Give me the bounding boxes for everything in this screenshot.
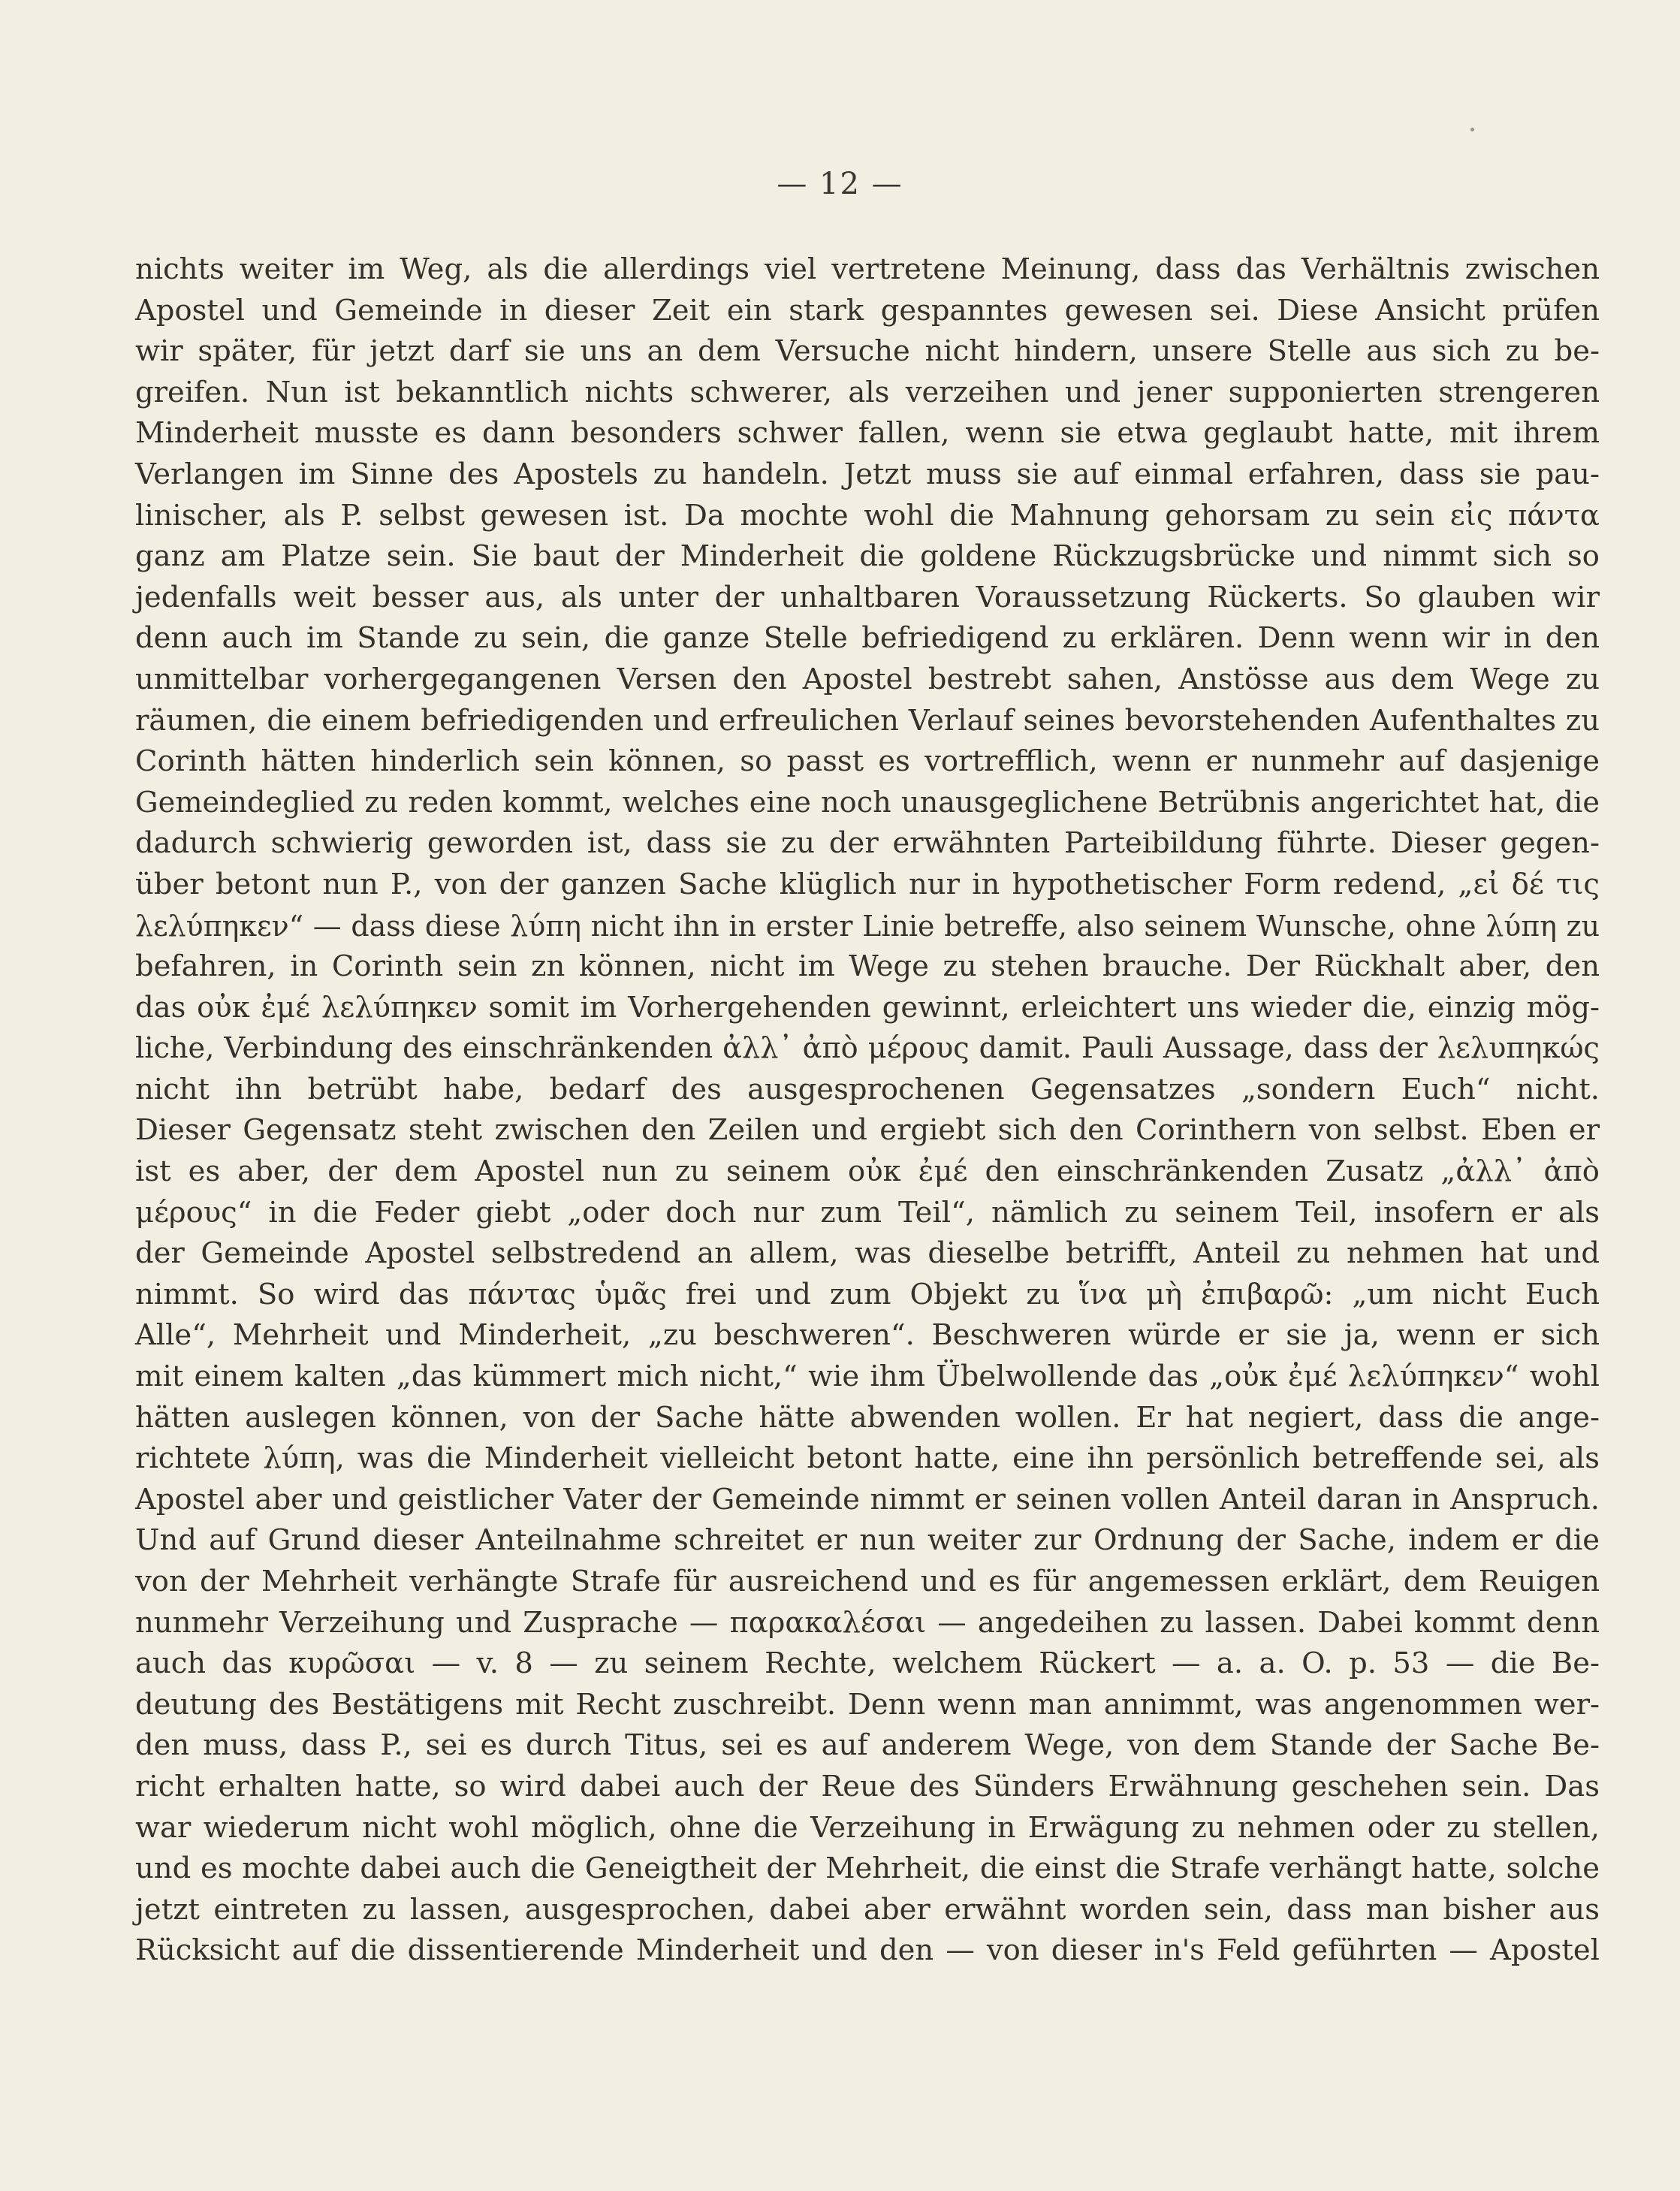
text-line: richt erhalten hatte, so wird dabei auch der Reue des Sünders Erwähnung geschehen sein. Das	[135, 1769, 1600, 1803]
text-line: λελύπηκεν“ — dass diese λύπη nicht ihn in erster Linie betreffe, also seinem Wunsche, ohne λύπη zu	[135, 909, 1600, 943]
text-line: Apostel und Gemeinde in dieser Zeit ein stark gespanntes gewesen sei. Diese Ansicht prüfen	[135, 293, 1600, 327]
text-line: denn auch im Stande zu sein, die ganze Stelle befriedigend zu erklären. Denn wenn wir in den	[135, 621, 1600, 656]
text-line: auch das κυρῶσαι — v. 8 — zu seinem Rechte, welchem Rückert — a. a. O. p. 53 — die Be-	[135, 1646, 1600, 1681]
text-line: ganz am Platze sein. Sie baut der Minderheit die goldene Rückzugsbrücke und nimmt sich so	[135, 539, 1600, 574]
text-line: jetzt eintreten zu lassen, ausgesprochen, dabei aber erwähnt worden sein, dass man bisher aus	[135, 1892, 1600, 1927]
text-line: Verlangen im Sinne des Apostels zu handeln. Jetzt muss sie auf einmal erfahren, dass sie pau-	[135, 457, 1600, 491]
text-line: Und auf Grund dieser Anteilnahme schreitet er nun weiter zur Ordnung der Sache, indem er die	[135, 1523, 1600, 1558]
text-line: und es mochte dabei auch die Geneigtheit der Mehrheit, die einst die Strafe verhängt hatte, solche	[135, 1851, 1600, 1886]
text-line: liche, Verbindung des einschränkenden ἀλλ᾽ ἀπὸ μέρους damit. Pauli Aussage, dass der λελυπηκώς	[135, 1031, 1600, 1066]
text-line: mit einem kalten „das kümmert mich nicht,“ wie ihm Übelwollende das „οὐκ ἐμέ λελύπηκεν“ wohl	[135, 1360, 1600, 1394]
text-line: nichts weiter im Weg, als die allerdings viel vertretene Meinung, dass das Verhältnis zwischen	[135, 252, 1600, 286]
text-line: Alle“, Mehrheit und Minderheit, „zu beschweren“. Beschweren würde er sie ja, wenn er sich	[135, 1318, 1600, 1353]
text-line: nunmehr Verzeihung und Zusprache — παρακαλέσαι — angedeihen zu lassen. Dabei kommt denn	[135, 1605, 1600, 1640]
text-line: über betont nun P., von der ganzen Sache klüglich nur in hypothetischer Form redend, „εἰ δέ τις	[135, 867, 1600, 901]
text-line: hätten auslegen können, von der Sache hätte abwenden wollen. Er hat negiert, dass die ange-	[135, 1400, 1600, 1435]
text-line: befahren, in Corinth sein zn können, nicht im Wege zu stehen brauche. Der Rückhalt aber, den	[135, 949, 1600, 984]
text-line: jedenfalls weit besser aus, als unter der unhaltbaren Voraussetzung Rückerts. So glauben wir	[135, 580, 1600, 614]
text-line: wir später, für jetzt darf sie uns an dem Versuche nicht hindern, unsere Stelle aus sich zu be-	[135, 334, 1600, 369]
text-line: richtete λύπη, was die Minderheit vielleicht betont hatte, eine ihn persönlich betreffende sei, als	[135, 1441, 1600, 1476]
text-line: μέρους“ in die Feder giebt „oder doch nur zum Teil“, nämlich zu seinem Teil, insofern er als	[135, 1195, 1600, 1230]
text-line: war wiederum nicht wohl möglich, ohne die Verzeihung in Erwägung zu nehmen oder zu stellen,	[135, 1810, 1600, 1845]
text-line: das οὐκ ἐμέ λελύπηκεν somit im Vorhergehenden gewinnt, erleichtert uns wieder die, einzig mög-	[135, 990, 1600, 1025]
text-line: nimmt. So wird das πάντας ὑμᾶς frei und zum Objekt zu ἵνα μὴ ἐπιβαρῶ: „um nicht Euch	[135, 1277, 1600, 1311]
text-line: den muss, dass P., sei es durch Titus, sei es auf anderem Wege, von dem Stande der Sache Be-	[135, 1728, 1600, 1763]
text-line: nicht ihn betrübt habe, bedarf des ausgesprochenen Gegensatzes „sondern Euch“ nicht.	[135, 1072, 1600, 1106]
text-line: Apostel aber und geistlicher Vater der Gemeinde nimmt er seinen vollen Anteil daran in Anspruch.	[135, 1482, 1600, 1516]
text-line: Dieser Gegensatz steht zwischen den Zeilen und ergiebt sich den Corinthern von selbst. Eben er	[135, 1113, 1600, 1148]
text-line: unmittelbar vorhergegangenen Versen den Apostel bestrebt sahen, Anstösse aus dem Wege zu	[135, 662, 1600, 696]
text-line: dadurch schwierig geworden ist, dass sie zu der erwähnten Parteibildung führte. Dieser gegen-	[135, 826, 1600, 861]
paper-speck	[1470, 128, 1474, 131]
text-line: deutung des Bestätigens mit Recht zuschreibt. Denn wenn man annimmt, was angenommen wer-	[135, 1687, 1600, 1722]
text-line: ist es aber, der dem Apostel nun zu seinem οὐκ ἐμέ den einschränkenden Zusatz „ἀλλ᾽ ἀπὸ	[135, 1154, 1600, 1189]
text-line: greifen. Nun ist bekanntlich nichts schwerer, als verzeihen und jener supponierten strengeren	[135, 375, 1600, 409]
body-text	[135, 249, 1600, 1972]
page-number: — 12 —	[777, 167, 903, 201]
text-line: räumen, die einem befriedigenden und erfreulichen Verlauf seines bevorstehenden Aufenthaltes zu	[135, 703, 1600, 738]
text-line: Minderheit musste es dann besonders schwer fallen, wenn sie etwa geglaubt hatte, mit ihrem	[135, 416, 1600, 451]
text-line: Gemeindeglied zu reden kommt, welches eine noch unausgeglichene Betrübnis angerichtet hat, die	[135, 785, 1600, 819]
text-line: Corinth hätten hinderlich sein können, so passt es vortrefflich, wenn er nunmehr auf dasjenige	[135, 744, 1600, 779]
text-line: linischer, als P. selbst gewesen ist. Da mochte wohl die Mahnung gehorsam zu sein εἰς πάντα	[135, 498, 1600, 533]
text-line: Rücksicht auf die dissentierende Minderheit und den — von dieser in's Feld geführten — Apostel	[135, 1933, 1600, 1968]
text-line: von der Mehrheit verhängte Strafe für ausreichend und es für angemessen erklärt, dem Reuigen	[135, 1565, 1600, 1598]
text-line: der Gemeinde Apostel selbstredend an allem, was dieselbe betrifft, Anteil zu nehmen hat und	[135, 1236, 1600, 1271]
